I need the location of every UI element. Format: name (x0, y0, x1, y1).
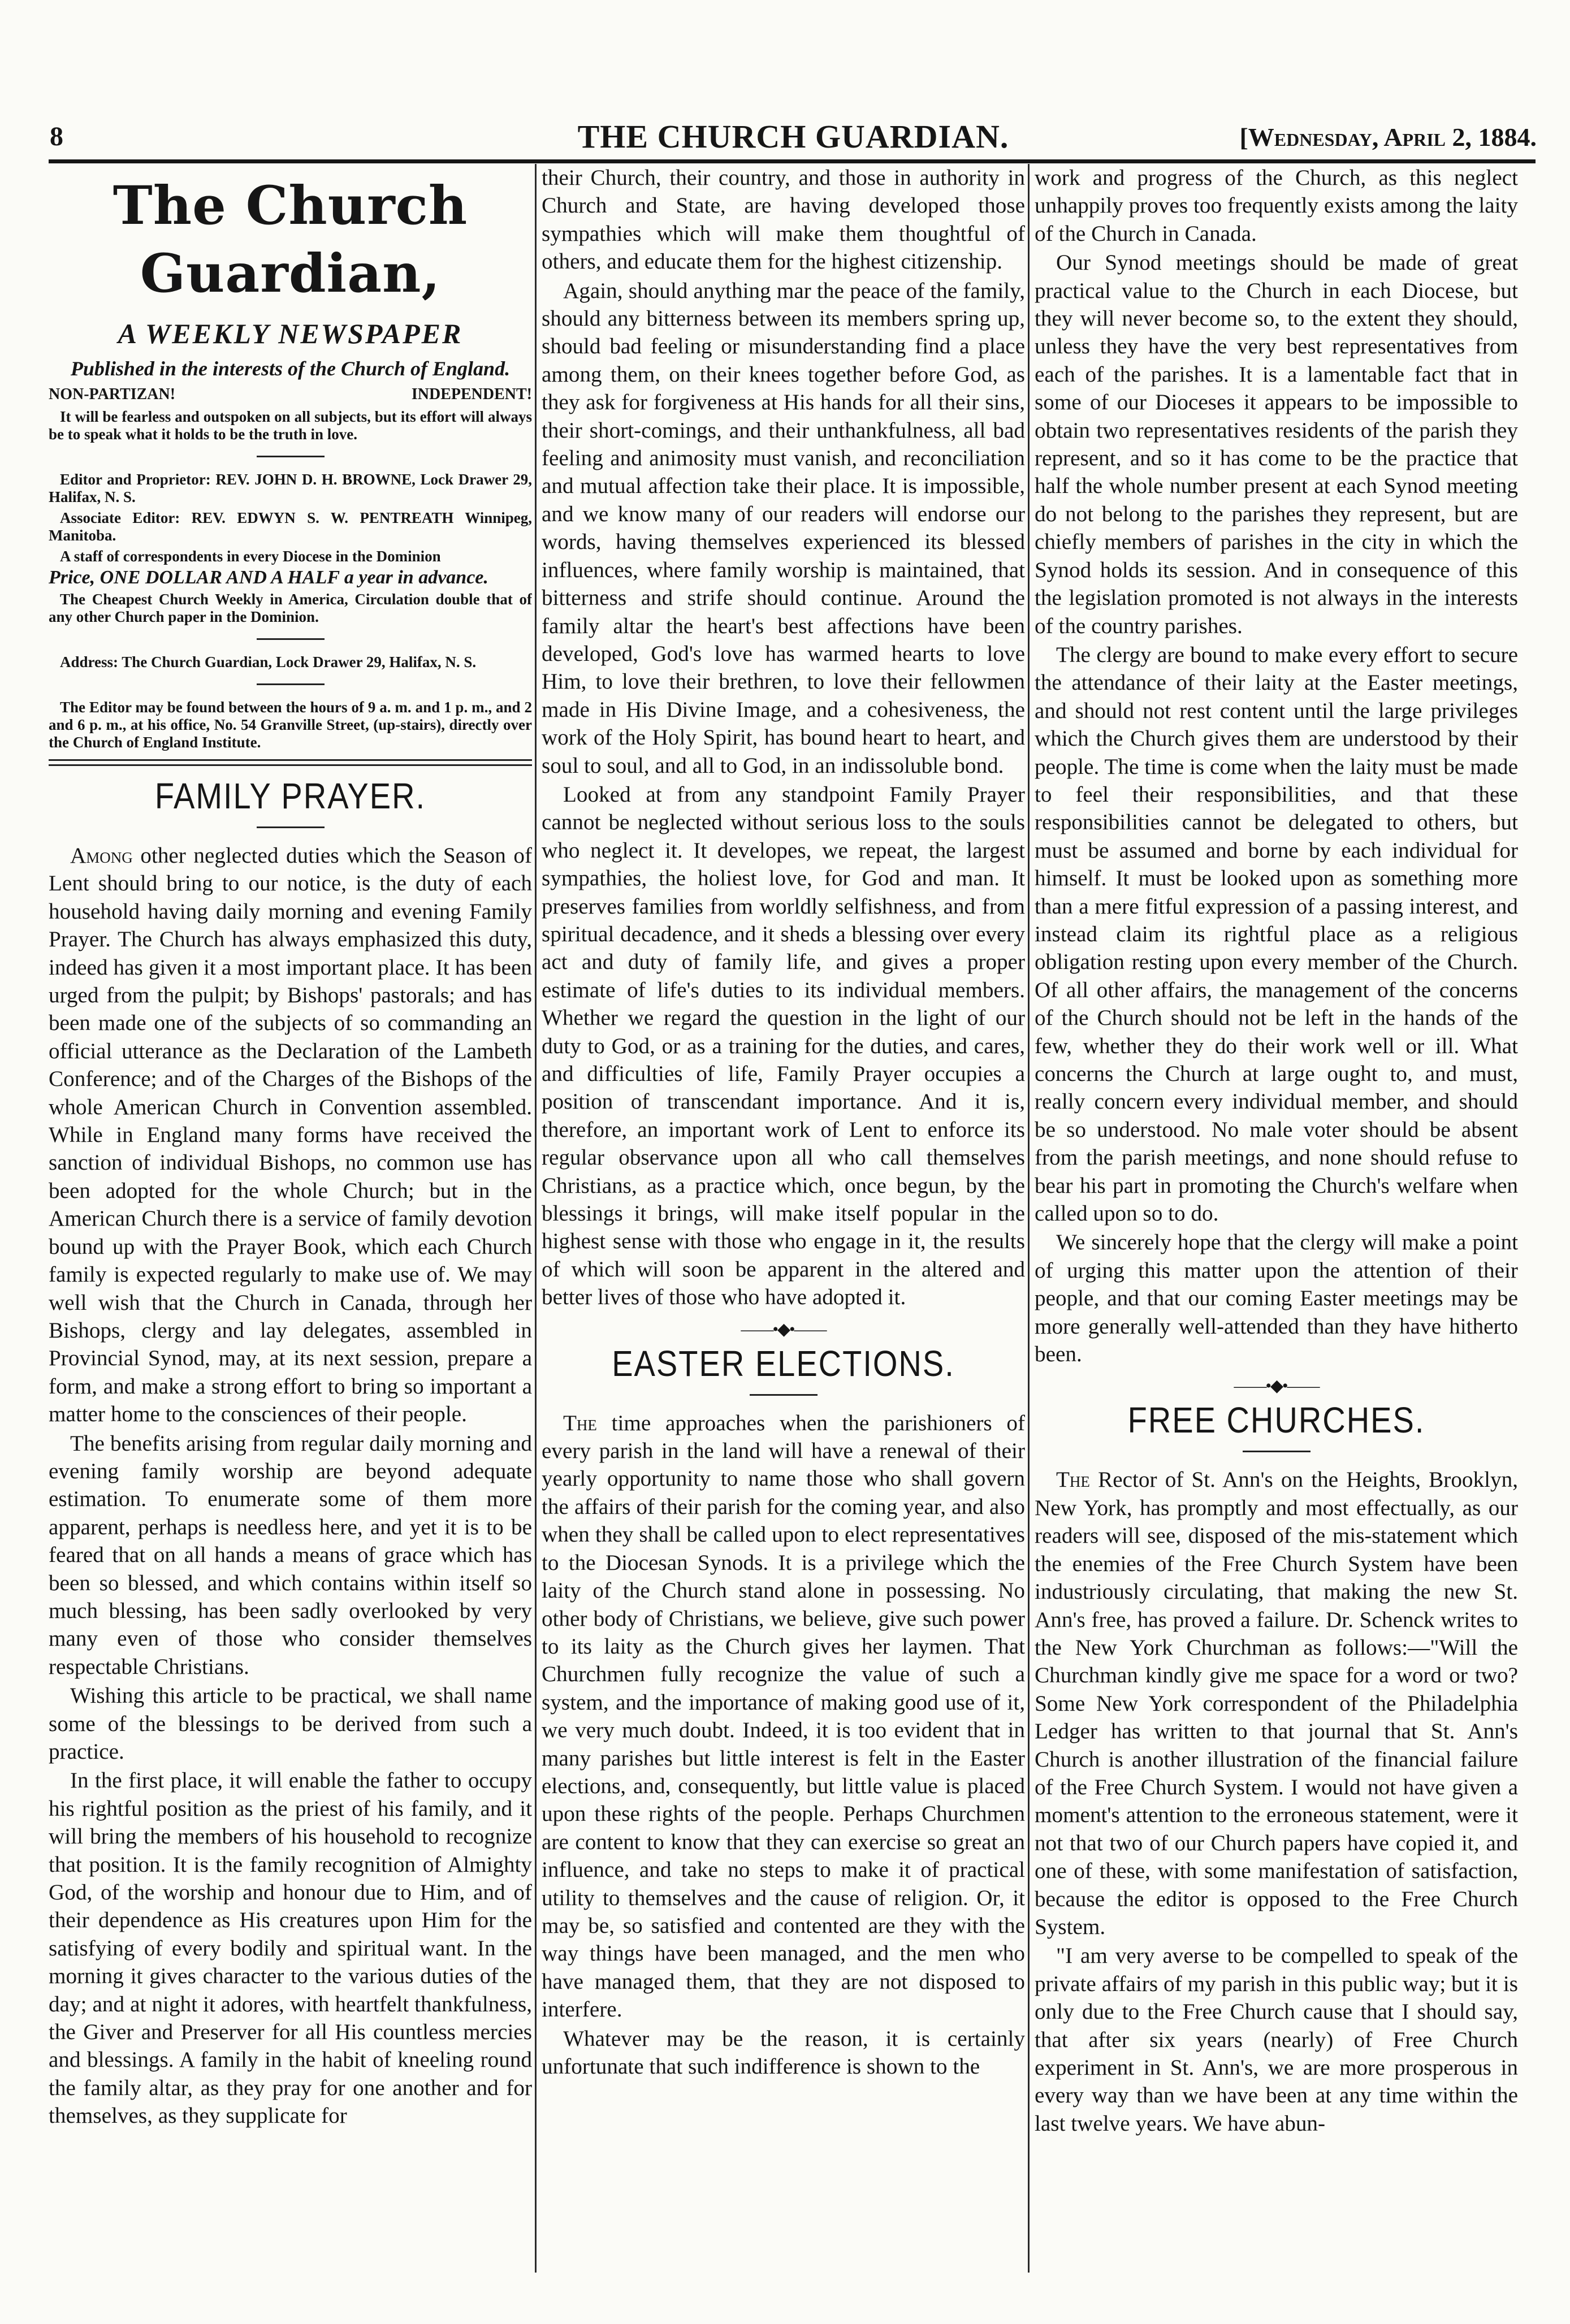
short-rule (1243, 1451, 1311, 1452)
masthead-editor: Editor and Proprietor: REV. JOHN D. H. BROWNE, Lock Drawer 29, Halifax, N. S. (49, 471, 532, 505)
masthead-staff: A staff of correspondents in every Diocese in the Dominion (60, 548, 441, 565)
article-paragraph: Among other neglected duties which the Season of Lent should bring to our notice, is the duty of each household having daily morning and evening Family Prayer. The Church has always emphasized this duty, indeed has given it a most important place. It has been urged from the pulpit; by Bishops' pastorals; and has been made one of the subjects of so commanding an official utterance as the Declaration of the Lambeth Conference; and of the Charges of the Bishops of the whole American Church in Convention assembled. While in England many forms have received the sanction of individual Bishops, no common use has been adopted for the whole Church; but in the American Church there is a service of family devotion bound up with the Prayer Book, which each Church family is expected regularly to make use of. We may well wish that the Church in Canada, through her Bishops, clergy and lay delegates, assembled in Provincial Synod, may, at its next session, prepare a form, and make a strong effort to bring so important a matter home to the consciences of their people. (49, 843, 532, 1427)
article-heading-free-churches: FREE CHURCHES. (1127, 1399, 1425, 1441)
masthead-circulation: The Cheapest Church Weekly in America, Circulation double that of any other Church paper in the Dominion. (49, 591, 532, 625)
article-heading-family-prayer: FAMILY PRAYER. (154, 775, 426, 816)
running-title: THE CHURCH GUARDIAN. (577, 118, 1009, 155)
column-3 (1035, 164, 1518, 2273)
article-paragraph: "I am very averse to be compelled to speak of the private affairs of my parish in this public way; but it is only due to the Free Church cause that I should say, that after six years (nearly) of Free Church experiment in St. Ann's, we are more prosperous in every way than we have been at any time within the last twelve years. We have abun- (1035, 1944, 1518, 2136)
short-rule (257, 683, 325, 685)
page-header (50, 118, 1537, 157)
page-number: 8 (50, 122, 63, 152)
section-ornament: ——•◆•—— (1234, 1377, 1319, 1396)
article-paragraph: Again, should anything mar the peace of the family, should any bitterness between its members spring up, should bad feeling or misunderstanding find a place among them, on their knees together before God, as they ask for forgiveness at His hands for all their sins, their short-comings, and their unthankfulness, all bad feeling and animosity must vanish, and reconciliation and mutual affection take their place. It is impossible, and we know many of our readers will endorse our words, having themselves experienced its blessed influences, where family worship is maintained, that bitterness and strife should continue. Around the family altar the heart's best affections have been developed, God's love has warmed hearts to love Him, to love their brethren, to love their fellowmen made in His Divine Image, and a cohesiveness, the work of the Holy Spirit, has bound heart to heart, and soul to soul, and all to God, in an indissoluble bond. (542, 278, 1025, 778)
nonpartisan-label: NON-PARTIZAN! (49, 386, 176, 403)
masthead-price: Price, ONE DOLLAR AND A HALF a year in advance. (49, 567, 488, 588)
short-rule (750, 1394, 818, 1396)
article-paragraph: work and progress of the Church, as this neglect unhappily proves too frequently exists among the laity of the Church in Canada. (1035, 166, 1518, 246)
article-paragraph: Wishing this article to be practical, we shall name some of the blessings to be derived from such a practice. (49, 1684, 532, 1764)
masthead-address: Address: The Church Guardian, Lock Drawer 29, Halifax, N. S. (60, 654, 477, 670)
article-paragraph: Whatever may be the reason, it is certainly unfortunate that such indifference is shown to the (542, 2026, 1025, 2079)
header-rule (49, 159, 1536, 163)
column-1 (49, 164, 532, 2273)
short-rule (257, 456, 325, 457)
masthead-title: The Church Guardian, (113, 175, 468, 305)
section-ornament: ——•◆•—— (741, 1319, 826, 1339)
short-rule (257, 638, 325, 640)
article-paragraph: The clergy are bound to make every effort to secure the attendance of their laity at the Easter meetings, and should not rest content until the large privileges which the Church gives them are understood by their people. The time is come when the laity must be made to feel their responsibilities, and that these responsibilities cannot be delegated to others, but must be assumed and borne by each individual for himself. It must be looked upon as something more than a mere fitful expression of a passing interest, and instead claim its rightful place as a religious obligation resting upon every member of the Church. Of all other affairs, the management of the concerns of the Church should not be left in the hands of the few, whether they do their work well or ill. What concerns the Church at large ought to, and must, really concern every individual member, and should be so understood. No male voter should be absent from the parish meetings, and none should refuse to bear his part in promoting the Church's welfare when called upon so to do. (1035, 642, 1518, 1226)
issue-date: [Wednesday, April 2, 1884. (1239, 123, 1537, 152)
article-paragraph: We sincerely hope that the clergy will make a point of urging this matter upon the attention of their people, and that our coming Easter meetings may be more generally well-attended than they have hitherto been. (1035, 1230, 1518, 1367)
article-paragraph: their Church, their country, and those in authority in Church and State, are having developed those sympathies which will make them thoughtful of others, and educate them for the highest citizenship. (542, 166, 1025, 274)
article-paragraph: The time approaches when the parishioners of every parish in the land will have a renewal of their yearly opportunity to name those who shall govern the affairs of their parish for the coming year, and also when they shall be called upon to elect representatives to the Diocesan Synods. It is a privilege which the laity of the Church stand alone in possessing. No other body of Christians, we believe, give such power to its laity as the Church gives her laymen. That Churchmen fully recognize the value of such a system, and the importance of making good use of it, we very much doubt. Indeed, it is too evident that in many parishes but little interest is felt in the Easter elections, and, consequently, but little value is placed upon these rights of the people. Perhaps Churchmen are content to know that they can exercise so great an influence, and take no steps to make it of practical utility to themselves and the cause of religion. Or, it may be, so satisfied and contented are they with the way things have been managed, and the men who have managed them, that they are not disposed to interfere. (542, 1410, 1025, 2022)
article-paragraph: In the first place, it will enable the father to occupy his rightful position as the priest of his family, and it will bring the members of his household to recognize that position. It is the family recognition of Almighty God, of the worship and honour due to Him, and of their dependence as His creatures upon Him for the satisfying of every bodily and spiritual want. In the morning it gives character to the various duties of the day; and at night it adores, with heartfelt thankfulness, the Giver and Preserver for all His countless mercies and blessings. A family in the habit of kneeling round the family altar, as they pray for one another and for themselves, as they supplicate for (49, 1768, 532, 2128)
article-paragraph: The benefits arising from regular daily morning and evening family worship are beyond adequate estimation. To enumerate some of them more apparent, perhaps is needless here, and yet it is to be feared that on all hands a means of grace which has been so blessed, and which contains within itself so much blessing, has been sadly overlooked by very many even of those who consider themselves respectable Christians. (49, 1431, 532, 1679)
section-double-rule (49, 759, 532, 766)
short-rule (257, 826, 325, 828)
masthead-tagline: A WEEKLY NEWSPAPER (118, 318, 463, 349)
masthead-stance (49, 384, 532, 405)
independent-label: INDEPENDENT! (411, 386, 532, 403)
column-divider (535, 164, 537, 2273)
masthead-policy: It will be fearless and outspoken on all subjects, but its effort will always be to speak what it holds to be the truth in love. (49, 408, 532, 443)
masthead-associate-editor: Associate Editor: REV. EDWYN S. W. PENTREATH Winnipeg, Manitoba. (49, 509, 532, 544)
article-paragraph: The Rector of St. Ann's on the Heights, Brooklyn, New York, has promptly and most effectually, as our readers will see, disposed of the mis-statement which the enemies of the Free Church System have been industriously circulating, that making the new St. Ann's free, has proved a failure. Dr. Schenck writes to the New York Churchman as follows:—"Will the Churchman kindly give me space for a word or two? Some New York correspondent of the Philadelphia Ledger has written to that journal that St. Ann's Church is another illustration of the financial failure of the Free Church System. I would not have given a moment's attention to the erroneous statement, were it not that two of our Church papers have copied it, and one of these, with some manifestation of satisfaction, because the editor is opposed to the Free Church System. (1035, 1468, 1518, 1939)
article-paragraph: Looked at from any standpoint Family Prayer cannot be neglected without serious loss to the souls who neglect it. It developes, we repeat, the largest sympathies, the holiest love, for God and man. It preserves families from worldly selfishness, and from spiritual decadence, and it sheds a blessing over every act and duty of family life, and gives a proper estimate of life's duties to its individual members. Whether we regard the question in the light of our duty to God, or as a training for the duties, and cares, and difficulties of life, Family Prayer occupies a position of transcendant importance. And it is, therefore, an important work of Lent to enforce its regular observance upon all who call themselves Christians, as a practice which, once begun, by the blessings it brings, will make itself popular in the highest sense with those who engage in it, the results of which will soon be apparent in the altered and better lives of those who have adopted it. (542, 782, 1025, 1310)
article-paragraph: Our Synod meetings should be made of great practical value to the Church in each Diocese, but they will never become so, to the extent they should, unless they have the very best representatives from each of the parishes. It is a lamentable fact that in some of our Dioceses it appears to be impossible to obtain two representatives residents of the parish they represent, and so it has come to be the practice that half the whole number present at each Synod meeting do not belong to the parishes they represent, but are chiefly members of parishes in the city in which the Synod holds its session. And in consequence of this the legislation promoted is not always in the interests of the country parishes. (1035, 250, 1518, 638)
masthead-office-hours: The Editor may be found between the hours of 9 a. m. and 1 p. m., and 2 and 6 p. m., at his office, No. 54 Granville Street, (up-stairs), directly over the Church of England Institute. (49, 699, 532, 751)
column-divider (1028, 164, 1030, 2273)
masthead-published: Published in the interests of the Church of England. (70, 357, 511, 380)
column-2 (542, 164, 1025, 2273)
article-heading-easter-elections: EASTER ELECTIONS. (612, 1342, 955, 1384)
